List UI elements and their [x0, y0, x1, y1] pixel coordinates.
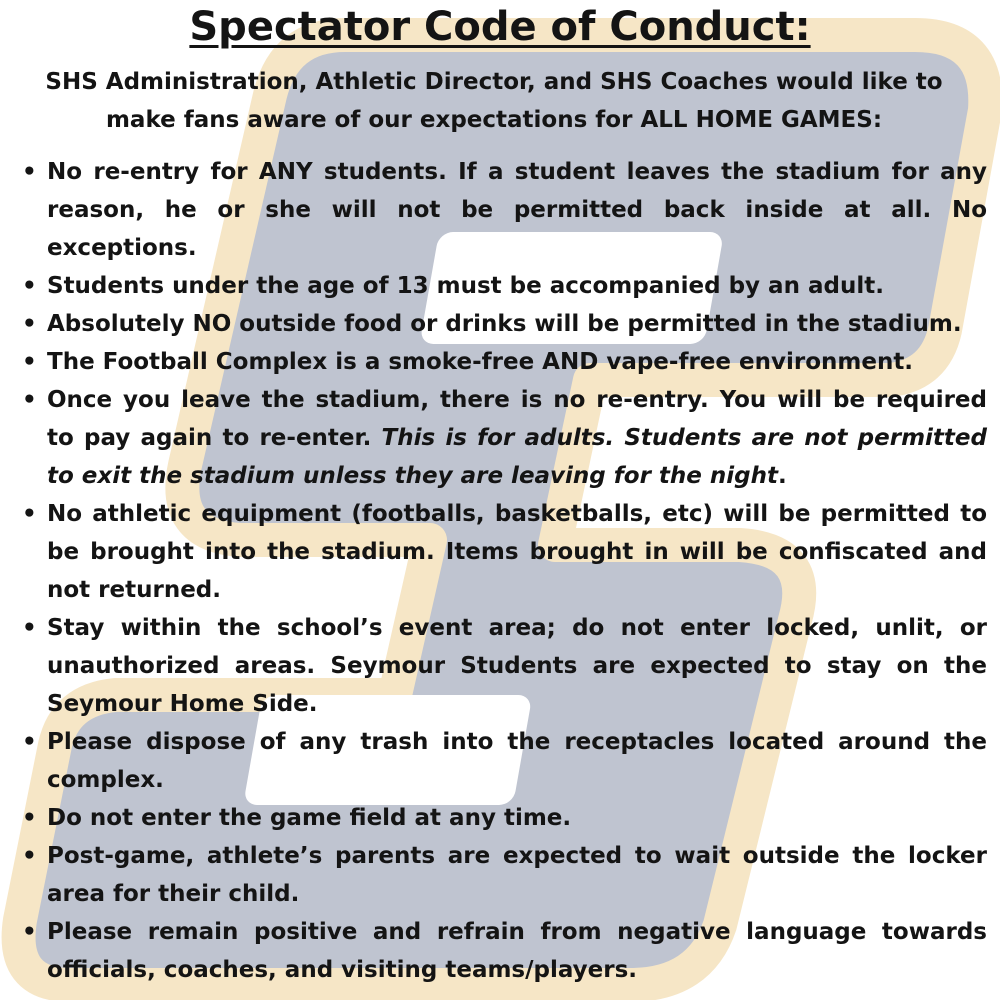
rule-item — [20, 267, 987, 305]
rule-item — [20, 913, 987, 989]
rule-text: Please dispose of any trash into the receptacles located around the complex. — [47, 729, 987, 793]
rule-tail-text: . — [778, 463, 787, 489]
rule-text: No re-entry for ANY students. If a student leaves the stadium for any reason, he or she will not be permitted back inside at all. No exceptions. — [47, 159, 987, 261]
bullet-icon: • — [22, 501, 37, 527]
rule-text: The Football Complex is a smoke-free AND vape-free environment. — [47, 349, 914, 375]
rule-text: No athletic equipment (footballs, basketballs, etc) will be permitted to be brought into the stadium. Items brought in will be confiscated and not returned. — [47, 501, 987, 603]
rule-item — [20, 837, 987, 913]
bullet-icon: • — [22, 349, 37, 375]
rule-text: Post-game, athlete’s parents are expected to wait outside the locker area for their child. — [47, 843, 987, 907]
rule-text: Please remain positive and refrain from negative language towards officials, coaches, and visiting teams/players. — [47, 919, 987, 983]
rule-item — [20, 723, 987, 799]
page-title: Spectator Code of Conduct: — [189, 4, 811, 50]
rule-text: Do not enter the game field at any time. — [47, 805, 572, 831]
intro-paragraph: SHS Administration, Athletic Director, and SHS Coaches would like to make fans aware of our expectations for ALL HOME GAMES: — [45, 69, 943, 133]
bullet-icon: • — [22, 387, 37, 413]
rule-text: Once you leave the stadium, there is no re-entry. You will be required to pay again to re-enter. — [47, 387, 987, 451]
bullet-icon: • — [22, 919, 37, 945]
bullet-icon: • — [22, 311, 37, 337]
bullet-icon: • — [22, 615, 37, 641]
rules-list — [20, 153, 987, 989]
rule-item — [20, 305, 987, 343]
bullet-icon: • — [22, 729, 37, 755]
rule-item — [20, 495, 987, 609]
bullet-icon: • — [22, 805, 37, 831]
rule-item — [20, 799, 987, 837]
bullet-icon: • — [22, 843, 37, 869]
rule-item — [20, 343, 987, 381]
rule-italic-text: This is for adults. Students are not permitted to exit the stadium unless they are leaving for the night — [47, 425, 987, 489]
bullet-icon: • — [22, 273, 37, 299]
bullet-icon: • — [22, 159, 37, 185]
rule-item — [20, 381, 987, 495]
rule-item — [20, 153, 987, 267]
rule-text: Students under the age of 13 must be accompanied by an adult. — [47, 273, 884, 299]
rule-text: Stay within the school’s event area; do not enter locked, unlit, or unauthorized areas. Seymour Students are expected to stay on the Seymour Home Side. — [47, 615, 987, 717]
rule-text: Absolutely NO outside food or drinks will be permitted in the stadium. — [47, 311, 962, 337]
rule-item — [20, 609, 987, 723]
